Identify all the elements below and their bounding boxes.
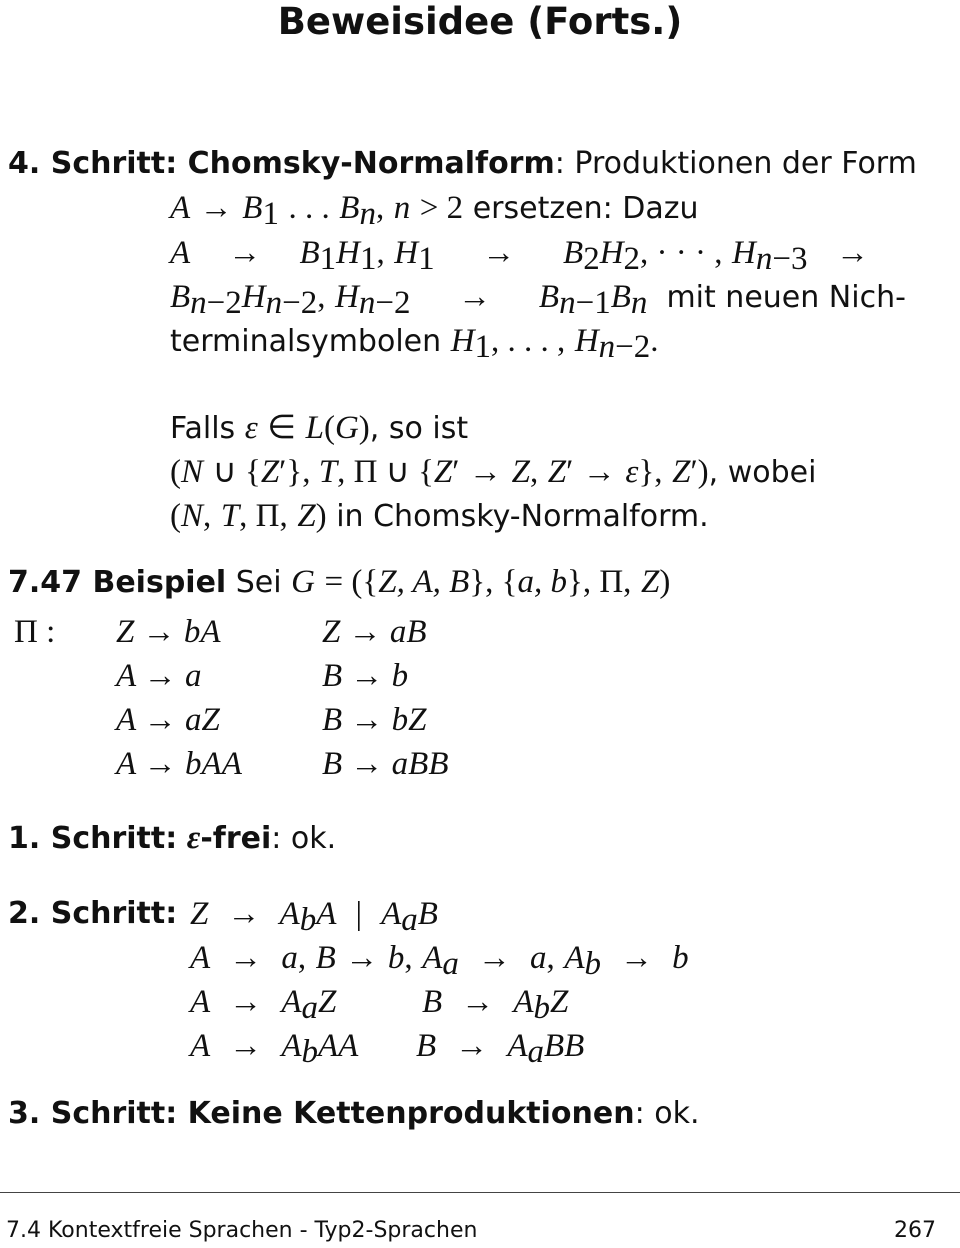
step2-label: 2. Schritt: [8, 896, 178, 931]
beispiel-label: 7.47 Beispiel [8, 565, 227, 600]
production: B → bZ [322, 702, 427, 738]
step2-line1: $Z \to A_bA$ | $A_aB$ [190, 896, 438, 938]
step4-line4: $B_{n-2}H_{n-2}$, $H_{n-2}$ → $B_{n-1}B_n$ mit neuen Nich- [170, 279, 906, 321]
falls-line2: (N ∪ {Z′}, T, Π ∪ {Z′ → Z, Z′ → ε}, Z′), wobei [170, 454, 817, 490]
step3-rest: : ok. [634, 1096, 700, 1131]
falls-line3: (N, T, Π, Z) in Chomsky-Normalform. [170, 498, 709, 534]
step2-line4b: $B \to A_aBB$ [416, 1028, 585, 1070]
production: B → aBB [322, 746, 449, 782]
beispiel-sei: Sei [235, 565, 282, 600]
production: A → bAA [116, 746, 242, 782]
production: B → b [322, 658, 409, 694]
production: Z → bA [116, 614, 221, 650]
production: A → aZ [116, 702, 220, 738]
step3-label: 3. Schritt: Keine Kettenproduktionen [8, 1096, 635, 1131]
footer-page-number: 267 [894, 1218, 936, 1243]
step4-line2-tail: ersetzen: Dazu [472, 191, 699, 226]
falls-tail: , so ist [369, 411, 469, 446]
step3-line [8, 1094, 700, 1134]
footer-rule [0, 1192, 960, 1193]
step2-line2: A → a, B → b, $A_a \to a$, $A_b \to b$ [190, 940, 689, 982]
page-title: Beweisidee (Forts.) [277, 0, 683, 43]
step4-line1 [8, 144, 917, 184]
step4-line5: terminalsymbolen $H_1$, . . . , $H_{n-2}$. [170, 323, 659, 365]
falls-in-cnf: in Chomsky-Normalform. [336, 499, 709, 534]
step4-label: 4. Schritt: Chomsky-Normalform [8, 146, 555, 181]
step2-line4: $A \to A_bAA$ [190, 1028, 359, 1070]
production: A → a [116, 658, 202, 694]
falls-head: Falls [170, 411, 236, 446]
step1-label: 1. Schritt: [8, 821, 178, 856]
productions-label: Π : [14, 614, 56, 650]
step2-line3: $A \to A_aZ$ [190, 984, 337, 1026]
step4-line5-head: terminalsymbolen [170, 324, 442, 359]
falls-line1: Falls ε ∈ L(G), so ist [170, 410, 469, 446]
falls-wobei: , wobei [708, 455, 817, 490]
footer-section: 7.4 Kontextfreie Sprachen - Typ2-Sprachen [6, 1218, 478, 1243]
step2-label-line [8, 894, 177, 934]
step4-line4-tail: mit neuen Nich- [666, 280, 906, 315]
step1-line: 1. Schritt: ε-frei: ok. [8, 820, 337, 856]
step1-rest: : ok. [271, 821, 337, 856]
step4-text: : Produktionen der Form [554, 146, 917, 181]
step2-line3b: $B \to A_bZ$ [422, 984, 569, 1026]
step4-line3: A → $B_1H_1$, $H_1$ → $B_2H_2$, · · · , $H_{n-3}$ → [170, 235, 870, 277]
step4-line2: $A \to B_1$ . . . $B_n$, n > 2 ersetzen: Dazu [170, 190, 699, 232]
beispiel-line: 7.47 Beispiel Sei G = ({Z, A, B}, {a, b}, Π, Z) [8, 564, 671, 600]
production: Z → aB [322, 614, 427, 650]
step1-frei: -frei [200, 821, 272, 856]
